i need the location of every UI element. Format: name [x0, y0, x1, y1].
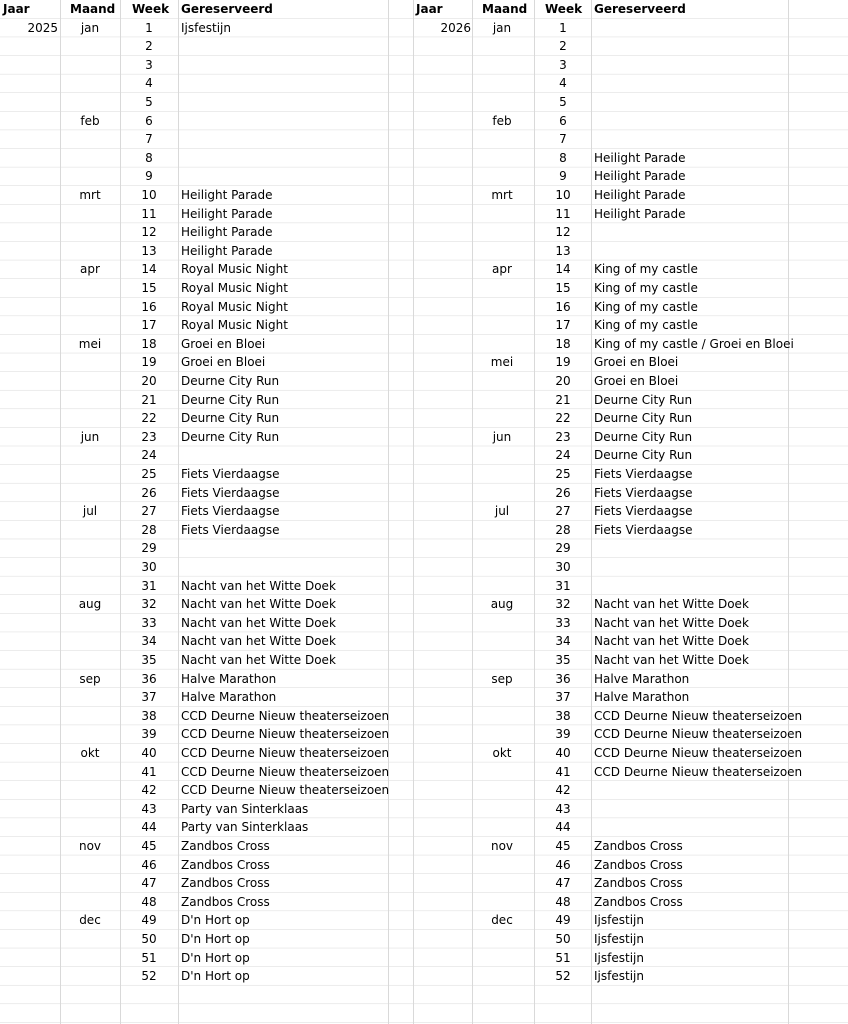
reservation-cell[interactable]: Ijsfestijn — [594, 932, 644, 946]
week-number-cell[interactable]: 29 — [141, 541, 157, 556]
week-number-cell[interactable]: 6 — [145, 113, 153, 128]
week-number-cell[interactable]: 24 — [141, 448, 157, 463]
week-number-cell[interactable]: 41 — [141, 764, 157, 779]
week-number-cell[interactable]: 36 — [141, 671, 157, 686]
week-number-cell[interactable]: 51 — [555, 950, 571, 965]
week-number-cell[interactable]: 20 — [555, 374, 571, 388]
week-number-cell[interactable]: 48 — [555, 894, 571, 909]
week-number-cell[interactable]: 49 — [141, 913, 157, 928]
reservation-cell[interactable]: D'n Hort op — [181, 913, 250, 928]
reservation-cell[interactable]: CCD Deurne Nieuw theaterseizoen — [594, 727, 803, 742]
week-number-cell[interactable]: 46 — [141, 857, 157, 872]
month-cell[interactable]: feb — [492, 113, 512, 128]
month-cell[interactable]: mei — [78, 336, 102, 351]
week-number-cell[interactable]: 1 — [145, 20, 153, 35]
week-number-cell[interactable]: 45 — [141, 839, 157, 853]
reservation-cell[interactable]: Nacht van het Witte Doek — [181, 615, 336, 630]
reservation-cell[interactable]: CCD Deurne Nieuw theaterseizoen — [181, 746, 390, 760]
week-number-cell[interactable]: 38 — [555, 708, 571, 723]
month-cell[interactable]: okt — [80, 746, 100, 760]
week-number-cell[interactable]: 2 — [145, 39, 153, 54]
reservation-cell[interactable]: Nacht van het Witte Doek — [594, 634, 749, 649]
reservation-cell[interactable]: Royal Music Night — [181, 281, 288, 295]
week-number-cell[interactable]: 45 — [555, 839, 571, 853]
reservation-cell[interactable]: Nacht van het Witte Doek — [181, 597, 336, 612]
week-number-cell[interactable]: 39 — [141, 727, 157, 742]
week-number-cell[interactable]: 14 — [141, 262, 157, 277]
reservation-cell[interactable]: Nacht van het Witte Doek — [594, 653, 749, 667]
month-cell[interactable]: dec — [491, 913, 513, 928]
week-number-cell[interactable]: 6 — [559, 113, 567, 128]
week-number-cell[interactable]: 5 — [559, 95, 567, 109]
reservation-cell[interactable]: CCD Deurne Nieuw theaterseizoen — [594, 764, 803, 779]
reservation-cell[interactable]: Heilight Parade — [181, 188, 273, 202]
reservation-cell[interactable]: Deurne City Run — [181, 429, 280, 444]
reservation-cell[interactable]: Nacht van het Witte Doek — [181, 653, 336, 667]
reservation-cell[interactable]: Royal Music Night — [181, 262, 288, 277]
reservation-cell[interactable]: Nacht van het Witte Doek — [594, 615, 749, 630]
reservation-cell[interactable]: Ijsfestijn — [594, 969, 644, 984]
week-number-cell[interactable]: 33 — [555, 615, 571, 630]
reservation-cell[interactable]: Heilight Parade — [594, 188, 686, 202]
week-number-cell[interactable]: 2 — [559, 39, 567, 54]
reservation-cell[interactable]: Halve Marathon — [594, 690, 690, 705]
week-number-cell[interactable]: 42 — [555, 783, 571, 798]
week-number-cell[interactable]: 32 — [141, 597, 157, 612]
reservation-cell[interactable]: Party van Sinterklaas — [181, 801, 309, 816]
week-number-cell[interactable]: 46 — [555, 857, 571, 872]
reservation-cell[interactable]: Ijsfestijn — [181, 20, 231, 35]
week-number-cell[interactable]: 44 — [141, 820, 157, 835]
week-number-cell[interactable]: 17 — [555, 318, 571, 333]
reservation-cell[interactable]: Heilight Parade — [181, 225, 273, 240]
week-number-cell[interactable]: 8 — [559, 150, 567, 165]
reservation-cell[interactable]: Royal Music Night — [181, 318, 288, 333]
week-number-cell[interactable]: 28 — [141, 522, 157, 537]
month-cell[interactable]: okt — [492, 746, 512, 760]
week-number-cell[interactable]: 15 — [141, 281, 157, 295]
week-number-cell[interactable]: 35 — [141, 653, 157, 667]
reservation-cell[interactable]: Fiets Vierdaagse — [594, 485, 693, 500]
week-number-cell[interactable]: 16 — [555, 299, 571, 314]
month-cell[interactable]: feb — [80, 113, 100, 128]
week-number-cell[interactable]: 16 — [141, 299, 157, 314]
week-number-cell[interactable]: 39 — [555, 727, 571, 742]
reservation-cell[interactable]: King of my castle — [594, 281, 698, 295]
week-number-cell[interactable]: 30 — [555, 560, 571, 574]
reservation-cell[interactable]: Deurne City Run — [181, 392, 280, 407]
reservation-cell[interactable]: Heilight Parade — [594, 150, 686, 165]
reservation-cell[interactable]: Zandbos Cross — [181, 876, 270, 891]
header-gereserveerd-2026[interactable]: Gereserveerd — [594, 2, 686, 16]
header-week-2026[interactable]: Week — [545, 2, 583, 16]
reservation-cell[interactable]: D'n Hort op — [181, 950, 250, 965]
month-cell[interactable]: aug — [78, 597, 102, 612]
year-2026-cell[interactable]: 2026 — [440, 20, 471, 35]
week-number-cell[interactable]: 22 — [141, 411, 157, 426]
week-number-cell[interactable]: 26 — [141, 485, 157, 500]
week-number-cell[interactable]: 29 — [555, 541, 571, 556]
week-number-cell[interactable]: 19 — [141, 355, 157, 370]
week-number-cell[interactable]: 47 — [555, 876, 571, 891]
month-cell[interactable]: jun — [80, 429, 100, 444]
reservation-cell[interactable]: Royal Music Night — [181, 299, 288, 314]
month-cell[interactable]: apr — [80, 262, 100, 277]
week-number-cell[interactable]: 40 — [555, 746, 571, 760]
reservation-cell[interactable]: CCD Deurne Nieuw theaterseizoen — [594, 708, 803, 723]
reservation-cell[interactable]: Deurne City Run — [181, 374, 280, 388]
week-number-cell[interactable]: 1 — [559, 20, 567, 35]
week-number-cell[interactable]: 7 — [559, 132, 567, 147]
week-number-cell[interactable]: 23 — [555, 429, 571, 444]
week-number-cell[interactable]: 32 — [555, 597, 571, 612]
week-number-cell[interactable]: 25 — [555, 467, 571, 481]
reservation-cell[interactable]: Groei en Bloei — [594, 374, 679, 388]
week-number-cell[interactable]: 4 — [559, 76, 567, 91]
week-number-cell[interactable]: 34 — [555, 634, 571, 649]
reservation-cell[interactable]: Deurne City Run — [594, 429, 693, 444]
week-number-cell[interactable]: 49 — [555, 913, 571, 928]
week-number-cell[interactable]: 9 — [559, 169, 567, 184]
month-cell[interactable]: mrt — [491, 188, 513, 202]
reservation-cell[interactable]: King of my castle — [594, 262, 698, 277]
week-number-cell[interactable]: 25 — [141, 467, 157, 481]
week-number-cell[interactable]: 17 — [141, 318, 157, 333]
week-number-cell[interactable]: 15 — [555, 281, 571, 295]
reservation-cell[interactable]: Zandbos Cross — [181, 894, 270, 909]
reservation-cell[interactable]: Heilight Parade — [181, 206, 273, 221]
week-number-cell[interactable]: 37 — [555, 690, 571, 705]
week-number-cell[interactable]: 40 — [141, 746, 157, 760]
week-number-cell[interactable]: 36 — [555, 671, 571, 686]
reservation-cell[interactable]: Party van Sinterklaas — [181, 820, 309, 835]
week-number-cell[interactable]: 11 — [141, 206, 157, 221]
week-number-cell[interactable]: 22 — [555, 411, 571, 426]
week-number-cell[interactable]: 12 — [141, 225, 157, 240]
month-cell[interactable]: mei — [490, 355, 514, 370]
header-week-2025[interactable]: Week — [132, 2, 170, 16]
reservation-cell[interactable]: Zandbos Cross — [181, 839, 270, 853]
week-number-cell[interactable]: 43 — [141, 801, 157, 816]
week-number-cell[interactable]: 37 — [141, 690, 157, 705]
reservation-cell[interactable]: Heilight Parade — [594, 169, 686, 184]
reservation-cell[interactable]: King of my castle — [594, 299, 698, 314]
week-number-cell[interactable]: 43 — [555, 801, 571, 816]
header-maand-2026[interactable]: Maand — [482, 2, 528, 16]
reservation-cell[interactable]: Fiets Vierdaagse — [181, 467, 280, 481]
week-number-cell[interactable]: 50 — [555, 932, 571, 946]
week-number-cell[interactable]: 35 — [555, 653, 571, 667]
reservation-cell[interactable]: Fiets Vierdaagse — [181, 522, 280, 537]
week-number-cell[interactable]: 30 — [141, 560, 157, 574]
week-number-cell[interactable]: 10 — [555, 188, 571, 202]
reservation-cell[interactable]: King of my castle — [594, 318, 698, 333]
month-cell[interactable]: aug — [490, 597, 514, 612]
reservation-cell[interactable]: CCD Deurne Nieuw theaterseizoen — [181, 764, 390, 779]
month-cell[interactable]: jun — [492, 429, 512, 444]
reservation-cell[interactable]: Zandbos Cross — [594, 894, 683, 909]
week-number-cell[interactable]: 18 — [555, 336, 571, 351]
week-number-cell[interactable]: 13 — [555, 243, 571, 258]
week-number-cell[interactable]: 3 — [559, 57, 567, 72]
week-number-cell[interactable]: 5 — [145, 95, 153, 109]
month-cell[interactable]: mrt — [79, 188, 101, 202]
week-number-cell[interactable]: 52 — [555, 969, 571, 984]
week-number-cell[interactable]: 20 — [141, 374, 157, 388]
reservation-cell[interactable]: Deurne City Run — [594, 411, 693, 426]
month-cell[interactable]: jul — [494, 504, 510, 519]
week-number-cell[interactable]: 13 — [141, 243, 157, 258]
week-number-cell[interactable]: 27 — [555, 504, 571, 519]
week-number-cell[interactable]: 11 — [555, 206, 571, 221]
week-number-cell[interactable]: 50 — [141, 932, 157, 946]
week-number-cell[interactable]: 33 — [141, 615, 157, 630]
reservation-cell[interactable]: Ijsfestijn — [594, 950, 644, 965]
reservation-cell[interactable]: Halve Marathon — [181, 690, 277, 705]
reservation-cell[interactable]: Fiets Vierdaagse — [594, 504, 693, 519]
reservation-cell[interactable]: Fiets Vierdaagse — [181, 504, 280, 519]
reservation-cell[interactable]: Groei en Bloei — [181, 336, 266, 351]
week-number-cell[interactable]: 10 — [141, 188, 157, 202]
reservation-cell[interactable]: Fiets Vierdaagse — [594, 467, 693, 481]
reservation-cell[interactable]: Fiets Vierdaagse — [181, 485, 280, 500]
week-number-cell[interactable]: 7 — [145, 132, 153, 147]
week-number-cell[interactable]: 24 — [555, 448, 571, 463]
reservation-cell[interactable]: Fiets Vierdaagse — [594, 522, 693, 537]
reservation-cell[interactable]: Halve Marathon — [181, 671, 277, 686]
reservation-cell[interactable]: King of my castle / Groei en Bloei — [594, 336, 794, 351]
week-number-cell[interactable]: 23 — [141, 429, 157, 444]
month-cell[interactable]: dec — [79, 913, 101, 928]
week-number-cell[interactable]: 26 — [555, 485, 571, 500]
week-number-cell[interactable]: 21 — [555, 392, 571, 407]
reservation-cell[interactable]: Heilight Parade — [594, 206, 686, 221]
reservation-cell[interactable]: Deurne City Run — [594, 392, 693, 407]
week-number-cell[interactable]: 8 — [145, 150, 153, 165]
month-cell[interactable]: sep — [79, 671, 101, 686]
week-number-cell[interactable]: 51 — [141, 950, 157, 965]
month-cell[interactable]: sep — [491, 671, 513, 686]
year-2025-cell[interactable]: 2025 — [27, 20, 58, 35]
week-number-cell[interactable]: 9 — [145, 169, 153, 184]
header-maand-2025[interactable]: Maand — [70, 2, 116, 16]
week-number-cell[interactable]: 34 — [141, 634, 157, 649]
reservation-cell[interactable]: Ijsfestijn — [594, 913, 644, 928]
week-number-cell[interactable]: 19 — [555, 355, 571, 370]
reservation-cell[interactable]: D'n Hort op — [181, 932, 250, 946]
month-cell[interactable]: jan — [80, 20, 100, 35]
week-number-cell[interactable]: 41 — [555, 764, 571, 779]
month-cell[interactable]: jul — [82, 504, 98, 519]
week-number-cell[interactable]: 14 — [555, 262, 571, 277]
reservation-cell[interactable]: D'n Hort op — [181, 969, 250, 984]
reservation-cell[interactable]: Zandbos Cross — [594, 876, 683, 891]
reservation-cell[interactable]: Deurne City Run — [594, 448, 693, 463]
reservation-cell[interactable]: Zandbos Cross — [594, 839, 683, 853]
week-number-cell[interactable]: 48 — [141, 894, 157, 909]
week-number-cell[interactable]: 4 — [145, 76, 153, 91]
reservation-cell[interactable]: CCD Deurne Nieuw theaterseizoen — [594, 746, 803, 760]
header-jaar-2026[interactable]: Jaar — [416, 2, 443, 16]
reservation-cell[interactable]: Heilight Parade — [181, 243, 273, 258]
reservation-cell[interactable]: CCD Deurne Nieuw theaterseizoen — [181, 727, 390, 742]
month-cell[interactable]: jan — [492, 20, 512, 35]
reservation-cell[interactable]: Halve Marathon — [594, 671, 690, 686]
week-number-cell[interactable]: 44 — [555, 820, 571, 835]
week-number-cell[interactable]: 31 — [555, 578, 571, 593]
week-number-cell[interactable]: 47 — [141, 876, 157, 891]
reservation-cell[interactable]: Nacht van het Witte Doek — [181, 578, 336, 593]
week-number-cell[interactable]: 12 — [555, 225, 571, 240]
reservation-cell[interactable]: Nacht van het Witte Doek — [181, 634, 336, 649]
week-number-cell[interactable]: 27 — [141, 504, 157, 519]
week-number-cell[interactable]: 38 — [141, 708, 157, 723]
reservation-cell[interactable]: Zandbos Cross — [594, 857, 683, 872]
reservation-cell[interactable]: Groei en Bloei — [181, 355, 266, 370]
week-number-cell[interactable]: 3 — [145, 57, 153, 72]
header-gereserveerd-2025[interactable]: Gereserveerd — [181, 2, 273, 16]
reservation-cell[interactable]: CCD Deurne Nieuw theaterseizoen — [181, 708, 390, 723]
reservation-cell[interactable]: Groei en Bloei — [594, 355, 679, 370]
header-jaar-2025[interactable]: Jaar — [3, 2, 30, 16]
month-cell[interactable]: nov — [490, 839, 514, 853]
week-number-cell[interactable]: 18 — [141, 336, 157, 351]
month-cell[interactable]: nov — [78, 839, 102, 853]
reservation-cell[interactable]: Nacht van het Witte Doek — [594, 597, 749, 612]
week-number-cell[interactable]: 28 — [555, 522, 571, 537]
week-number-cell[interactable]: 31 — [141, 578, 157, 593]
week-number-cell[interactable]: 52 — [141, 969, 157, 984]
week-number-cell[interactable]: 42 — [141, 783, 157, 798]
reservation-cell[interactable]: Zandbos Cross — [181, 857, 270, 872]
week-number-cell[interactable]: 21 — [141, 392, 157, 407]
reservation-cell[interactable]: CCD Deurne Nieuw theaterseizoen — [181, 783, 390, 798]
month-cell[interactable]: apr — [492, 262, 512, 277]
reservation-cell[interactable]: Deurne City Run — [181, 411, 280, 426]
